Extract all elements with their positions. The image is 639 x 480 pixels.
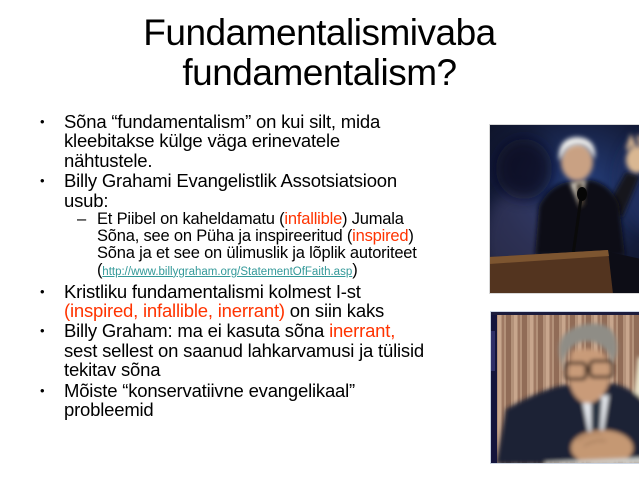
text-line bbox=[64, 131, 448, 150]
text-segment: nähtustele. bbox=[64, 149, 153, 171]
text-segment: Billy Graham: ma ei kasuta sõna bbox=[64, 320, 330, 342]
bullet-text bbox=[97, 211, 448, 281]
text-line bbox=[64, 191, 448, 210]
statement-of-faith-link[interactable]: http://www.billygraham.org/StatementOfFaith.asp bbox=[102, 265, 353, 278]
bullet-marker: • bbox=[40, 283, 45, 299]
text-segment: ) Jumala bbox=[342, 210, 404, 229]
highlighted-term: infallible bbox=[284, 210, 343, 229]
bullet-item bbox=[38, 112, 448, 170]
text-line bbox=[64, 151, 448, 170]
text-segment: usub: bbox=[64, 189, 109, 211]
text-segment: Sõna “fundamentalism” on kui silt, mida bbox=[64, 111, 381, 132]
text-segment: Sõna ja et see on ülimuslik ja lõplik autoriteet bbox=[97, 243, 417, 262]
slide-title-line-2: fundamentalism? bbox=[182, 52, 457, 93]
bullet-marker: • bbox=[40, 323, 45, 339]
text-segment: kleebitakse külge väga erinevatele bbox=[64, 130, 341, 152]
bullet-item bbox=[77, 211, 448, 281]
text-line bbox=[97, 228, 448, 245]
text-segment: sest sellest on saanud lahkarvamusi ja tülisid bbox=[64, 339, 424, 361]
bullet-text bbox=[64, 282, 448, 321]
text-segment: ) bbox=[352, 260, 358, 279]
text-line bbox=[64, 341, 448, 360]
text-line bbox=[97, 262, 448, 281]
highlighted-term: inerrant, bbox=[329, 320, 396, 342]
text-line bbox=[64, 171, 448, 190]
text-line bbox=[64, 112, 448, 131]
text-line bbox=[64, 360, 448, 379]
text-segment: Sõna, see on Püha ja inspireeritud ( bbox=[97, 226, 353, 245]
highlighted-term: inspired bbox=[352, 226, 409, 245]
text-segment: ( bbox=[97, 260, 103, 279]
bullet-text bbox=[64, 381, 448, 420]
bullet-list bbox=[38, 112, 448, 421]
text-line bbox=[64, 282, 448, 301]
highlighted-term: (inspired, infallible, inerrant) bbox=[64, 300, 285, 322]
text-line bbox=[64, 301, 448, 320]
text-line bbox=[64, 400, 448, 419]
text-segment: Kristliku fundamentalismi kolmest I-st bbox=[64, 280, 361, 302]
text-segment: ) bbox=[408, 226, 414, 245]
bullet-item bbox=[38, 381, 448, 420]
bullet-marker: • bbox=[40, 173, 45, 189]
dash-marker: – bbox=[77, 210, 87, 229]
bullet-item bbox=[38, 282, 448, 321]
bullet-marker: • bbox=[40, 114, 45, 129]
slide-title bbox=[0, 13, 639, 93]
text-line bbox=[64, 321, 448, 340]
text-segment: Billy Grahami Evangelistlik Assotsiatsioon bbox=[64, 170, 397, 192]
photo-billy-graham-preaching-image bbox=[489, 124, 639, 294]
text-segment: tekitav sõna bbox=[64, 359, 161, 381]
bullet-text bbox=[64, 171, 448, 210]
bullet-marker: • bbox=[40, 382, 45, 398]
photo-billy-graham-interview-image bbox=[490, 311, 639, 464]
bullet-text bbox=[64, 112, 448, 170]
slide-title-line-1: Fundamentalismivaba bbox=[143, 12, 496, 53]
bullet-text bbox=[64, 321, 448, 379]
text-segment: Mõiste “konservatiivne evangelikaal” bbox=[64, 379, 355, 401]
text-line bbox=[97, 245, 448, 262]
text-line bbox=[64, 381, 448, 400]
bullet-item bbox=[38, 171, 448, 210]
photo-billy-graham-interview bbox=[490, 311, 639, 464]
text-segment: on siin kaks bbox=[284, 300, 385, 322]
photo-billy-graham-preaching bbox=[489, 124, 639, 294]
text-segment: probleemid bbox=[64, 399, 154, 421]
text-segment: Et Piibel on kaheldamatu ( bbox=[97, 210, 285, 229]
bullet-item bbox=[38, 321, 448, 379]
text-line bbox=[97, 211, 448, 228]
